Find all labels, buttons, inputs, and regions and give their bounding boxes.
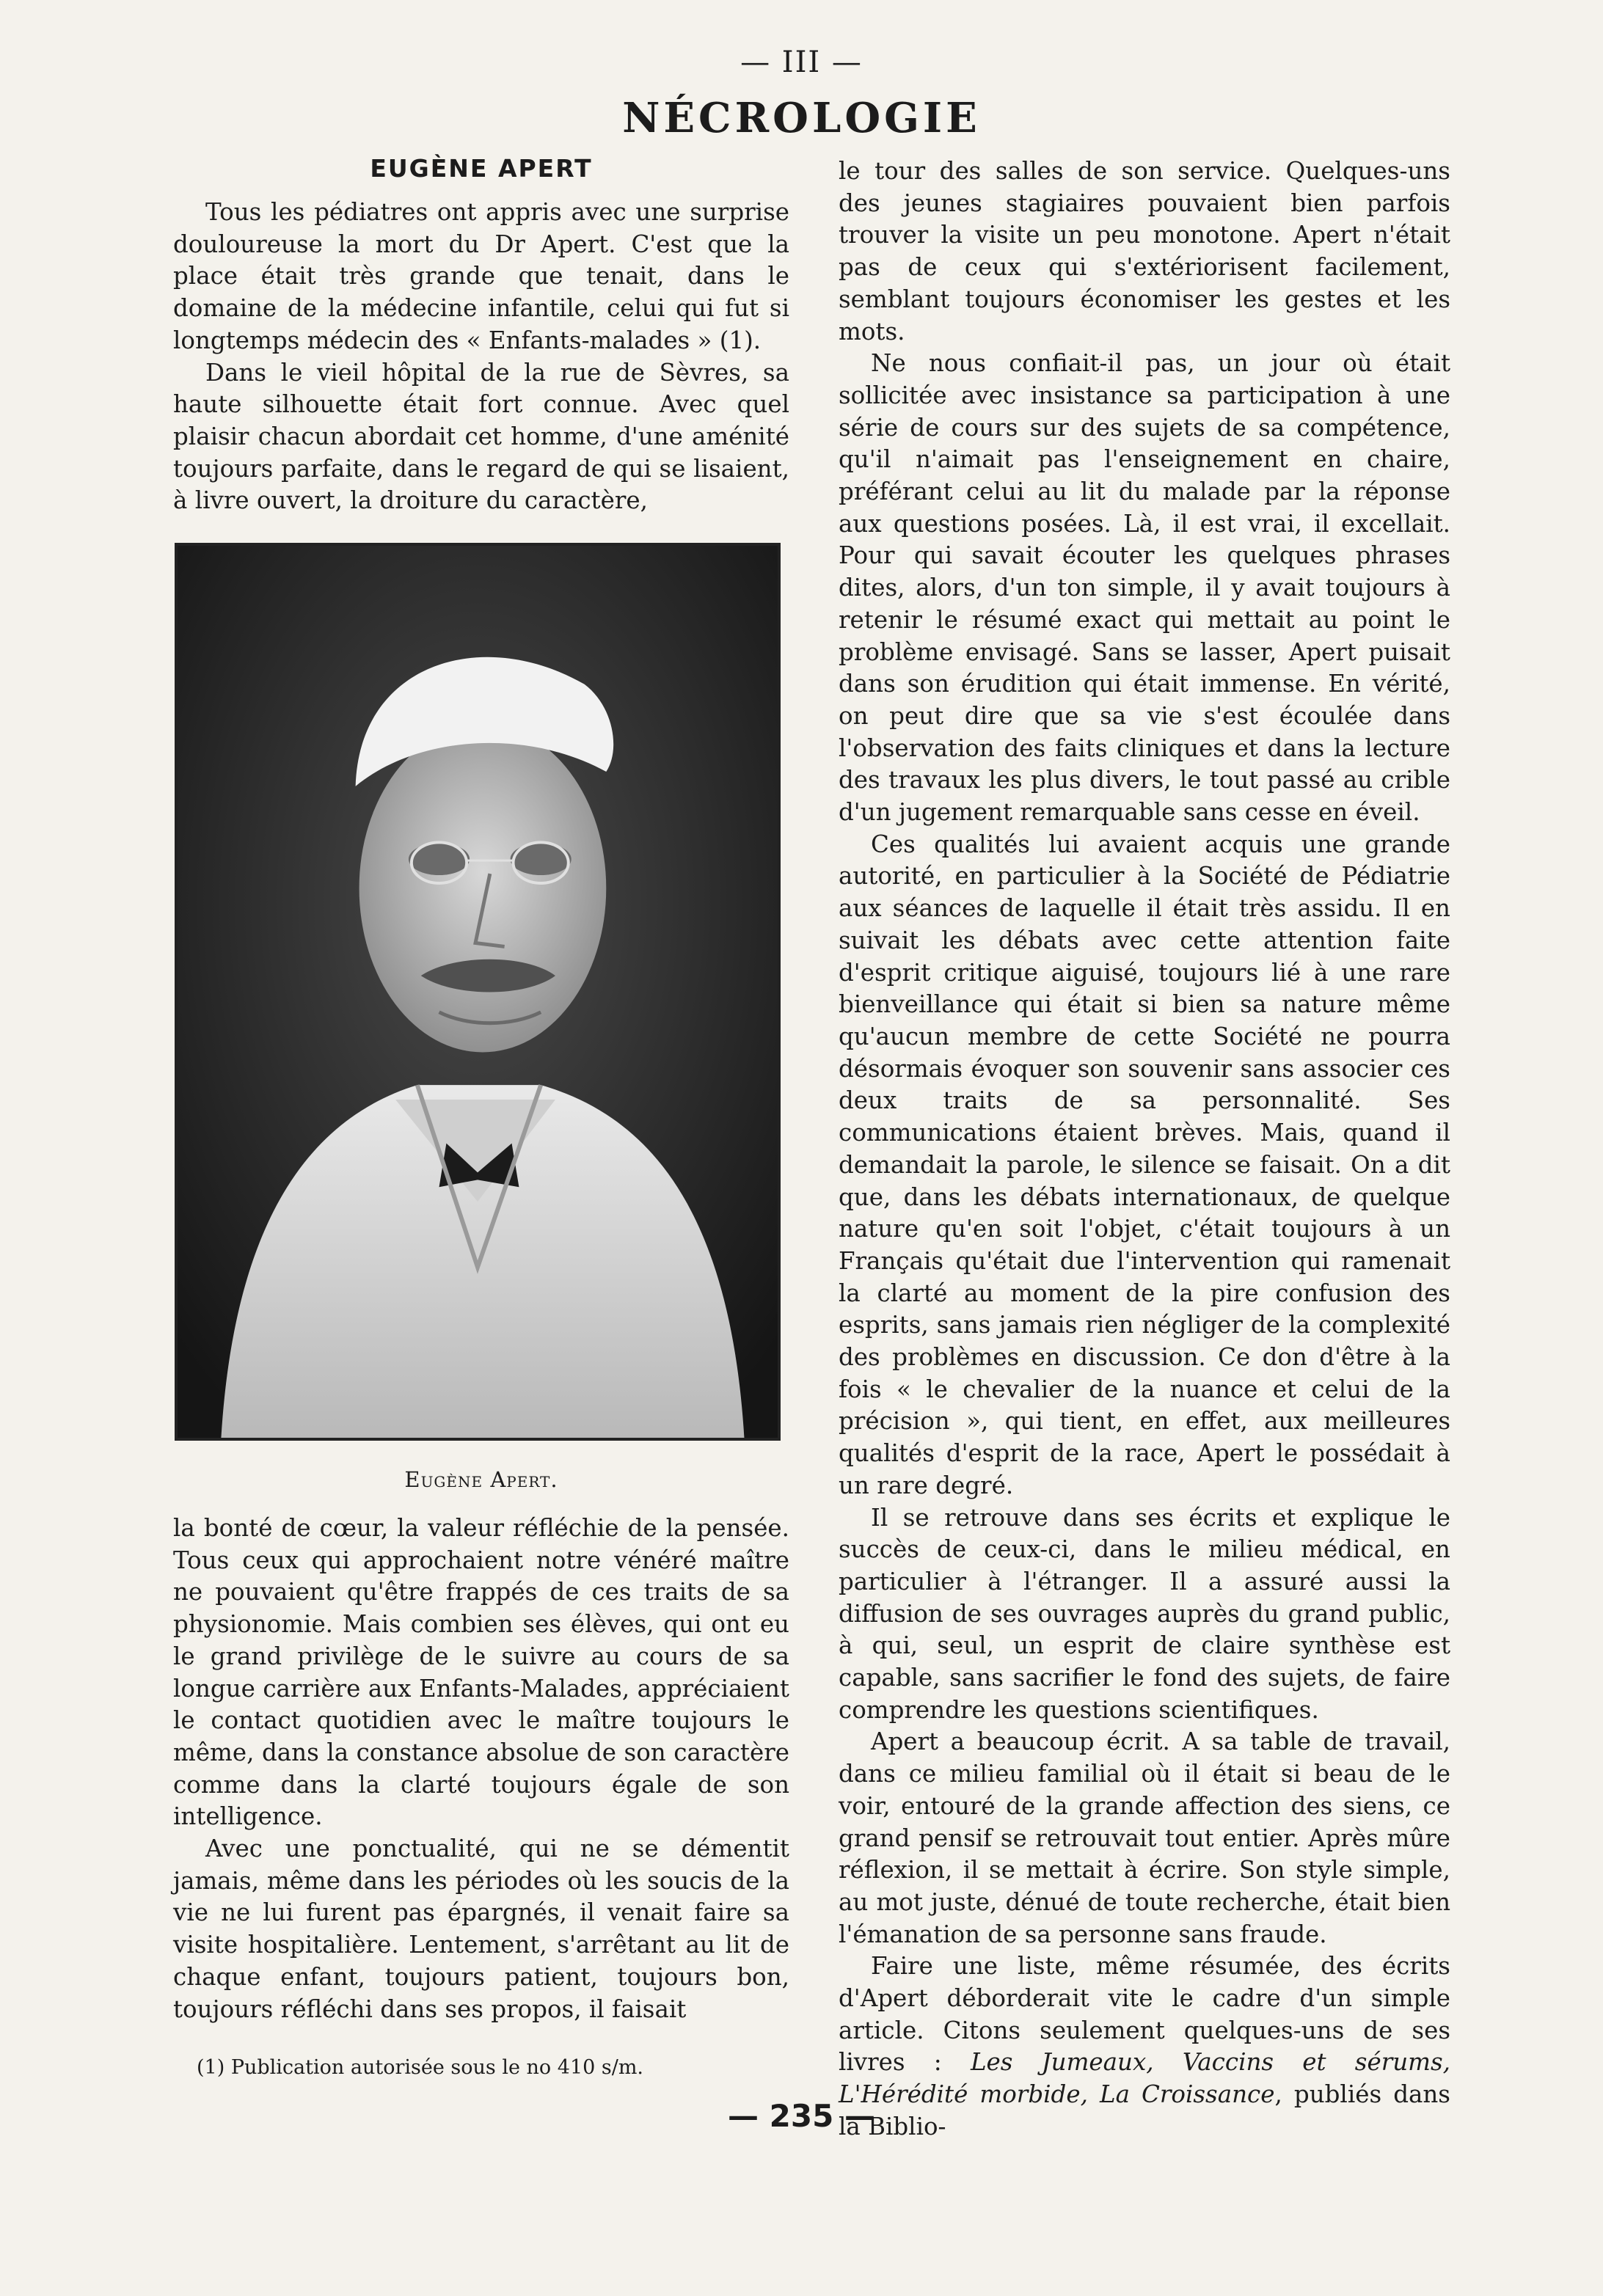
paragraph: Avec une ponctualité, qui ne se démentit jamais, même dans les périodes où les soucis de la vie ne lui furent pas épargnés, il venait faire sa visite hospitalière. Lentement, s'arrêtant au lit de chaque enfant, toujours patient, toujours bon, toujours réfléchi dans ses propos, il faisait bbox=[173, 1835, 789, 2023]
column-left-bottom bbox=[173, 1513, 789, 2025]
section-title: NÉCROLOGIE bbox=[622, 94, 981, 142]
text-run: Faire une liste, même résumée, des écrits d'Apert déborderait vite le cadre d'un simple article. Citons seulement quelques-uns de ses livres : bbox=[839, 1952, 1450, 2077]
article-title: EUGÈNE APERT bbox=[370, 154, 593, 183]
footnote: (1) Publication autorisée sous le no 410 s/m. bbox=[197, 2056, 644, 2079]
photo-caption: Eugène Apert. bbox=[404, 1467, 558, 1492]
column-left-top bbox=[173, 197, 789, 517]
page-folio-bottom: — 235 — bbox=[728, 2098, 875, 2134]
page-folio-top: — III — bbox=[740, 45, 863, 79]
paragraph: Ne nous confiait-il pas, un jour où était sollicitée avec insistance sa participation à une série de cours sur des sujets de sa compétence, qu'il n'aimait pas l'enseignement en chaire, préférant celui au lit du malade par la réponse aux questions posées. Là, il est vrai, il excellait. Pour qui savait écouter les quelques phrases dites, alors, d'un ton simple, il y avait toujours à retenir le résumé exact qui mettait au point le problème envisagé. Sans se lasser, Apert puisait dans son érudition qui était immense. En vérité, on peut dire que sa vie s'est écoulée dans l'observation des faits cliniques et dans la lecture des travaux les plus divers, le tout passé au crible d'un jugement remarquable sans cesse en éveil. bbox=[839, 349, 1450, 827]
paragraph: le tour des salles de son service. Quelques-uns des jeunes stagiaires pouvaient bien parfois trouver la visite un peu monotone. Apert n'était pas de ceux qui s'extériorisent facilement, semblant toujours économiser les gestes et les mots. bbox=[839, 157, 1450, 346]
paragraph: Ces qualités lui avaient acquis une grande autorité, en particulier à la Société de Pédiatrie aux séances de laquelle il était très assidu. Il en suivait les débats avec cette attention faite d'esprit critique aiguisé, toujours lié à une rare bienveillance qui était si bien sa nature même qu'aucun membre de cette Société ne pourra désormais évoquer son souvenir sans associer ces deux traits de sa personnalité. Ses communications étaient brèves. Mais, quand il demandait la parole, le silence se faisait. On a dit que, dans les débats internationaux, de quelque nature qu'en soit l'objet, c'était toujours à un Français qu'était due l'intervention qui ramenait la clarté au moment de la pire confusion des esprits, sans jamais rien négliger de la complexité des problèmes en discussion. Ce don d'être à la fois « le chevalier de la nuance et celui de la précision », qui tient, en effet, aux meilleures qualités d'esprit de la race, Apert le possédait à un rare degré. bbox=[839, 830, 1450, 1499]
portrait-photo bbox=[175, 543, 781, 1441]
paragraph: Dans le vieil hôpital de la rue de Sèvres, sa haute silhouette était fort connue. Avec quel plaisir chacun abordait cet homme, d'une aménité toujours parfaite, dans le regard de qui se lisaient, à livre ouvert, la droiture du caractère, bbox=[173, 358, 789, 515]
paragraph: Apert a beaucoup écrit. A sa table de travail, dans ce milieu familial où il était si beau de le voir, entouré de la grande affection des siens, ce grand pensif se retrouvait tout entier. Après mûre réflexion, il se mettait à écrire. Son style simple, au mot juste, dénué de toute recherche, était bien l'émanation de sa personne sans fraude. bbox=[839, 1728, 1450, 1948]
paragraph: la bonté de cœur, la valeur réfléchie de la pensée. Tous ceux qui approchaient notre vénéré maître ne pouvaient qu'être frappés de ces traits de sa physionomie. Mais combien ses élèves, qui ont eu le grand privilège de le suivre au cours de sa longue carrière aux Enfants-Malades, appréciaient le contact quotidien avec le maître toujours le même, dans la constance absolue de son caractère comme dans la clarté toujours égale de son intelligence. bbox=[173, 1514, 789, 1831]
book-titles: Les Jumeaux, Vaccins et sérums, L'Hérédité morbide, La Croissance bbox=[839, 2048, 1450, 2109]
column-right bbox=[839, 156, 1450, 2143]
text-run: , publiés dans la Biblio- bbox=[839, 2080, 1450, 2140]
paragraph: Il se retrouve dans ses écrits et explique le succès de ceux-ci, dans le milieu médical, en particulier à l'étranger. Il a assuré aussi la diffusion de ses ouvrages auprès du grand public, à qui, seul, un esprit de claire synthèse est capable, sans sacrifier le fond des sujets, de faire comprendre les questions scientifiques. bbox=[839, 1503, 1450, 1724]
portrait-image bbox=[178, 546, 778, 1438]
paragraph: Tous les pédiatres ont appris avec une surprise douloureuse la mort du Dr Apert. C'est que la place était très grande que tenait, dans le domaine de la médecine infantile, celui qui fut si longtemps médecin des « Enfants-malades » (1). bbox=[173, 198, 789, 354]
